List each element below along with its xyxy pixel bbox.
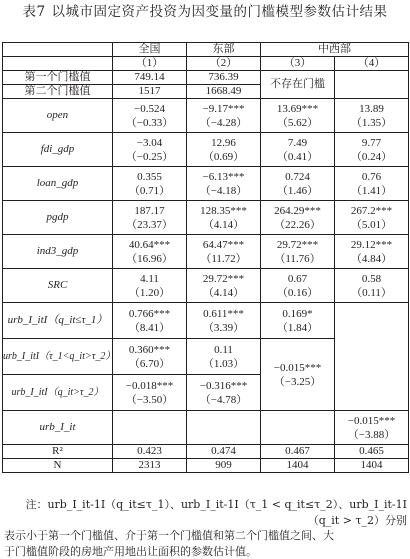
header-col-3: （3）: [261, 57, 335, 71]
table-cell: 0.76 （1.41）: [335, 167, 409, 201]
table-cell: 1404: [261, 459, 335, 473]
table-cell: 0.355 （0.71）: [113, 167, 187, 201]
header-group-national: 全国: [113, 43, 187, 57]
table-row: [3, 57, 409, 71]
table-cell: 0.11 （1.03）: [187, 339, 261, 375]
table-cell: [113, 411, 187, 445]
regression-table: [2, 42, 409, 473]
row-label: ind3_gdp: [3, 235, 113, 269]
header-group-east: 东部: [187, 43, 261, 57]
table-cell: 0.467: [261, 445, 335, 459]
table-row: [3, 71, 409, 85]
note-line-2: 表示小于第一个门槛值、介于第一个门槛值和第二个门槛值之间、大: [4, 528, 407, 544]
note-line-3: 于门槛值阶段的房地产用地出让面积的参数估计值。: [4, 544, 407, 559]
table-cell: 0.58 （0.11）: [335, 269, 409, 303]
table-cell: 128.35*** （4.14）: [187, 201, 261, 235]
header-group-midwest: 中西部: [261, 43, 409, 57]
row-label: SRC: [3, 269, 113, 303]
table-title-text: 以城市固定资产投资为因变量的门槛模型参数估计结果: [52, 4, 388, 20]
table-cell: 1517: [113, 85, 187, 99]
header-col-2: （2）: [187, 57, 261, 71]
row-label: urb_I_itI（q_it≤τ_1）: [3, 303, 113, 339]
table-cell: 4.11 （1.20）: [113, 269, 187, 303]
table-cell: 9.77 （0.24）: [335, 133, 409, 167]
table-cell: −3.04 （−0.25）: [113, 133, 187, 167]
table-cell: [335, 71, 409, 99]
row-label: urb_I_itI（q_it>τ_2）: [3, 375, 113, 411]
table-note: [4, 497, 407, 559]
table-cell: 187.17 （23.37）: [113, 201, 187, 235]
table-row: [3, 43, 409, 57]
table-cell: 0.724 （1.46）: [261, 167, 335, 201]
table-row: [3, 167, 409, 201]
table-cell: 0.611*** （3.39）: [187, 303, 261, 339]
table-number: 表7: [22, 4, 45, 20]
table-cell: 0.169* （1.84）: [261, 303, 335, 339]
table-title: [4, 3, 406, 21]
table-row: [3, 269, 409, 303]
table-cell: 264.29*** （22.26）: [261, 201, 335, 235]
table-cell: [335, 303, 409, 411]
table-cell: −0.316*** （−4.78）: [187, 375, 261, 411]
table-cell: −0.015*** （−3.88）: [335, 411, 409, 445]
table-cell: 29.12*** （4.84）: [335, 235, 409, 269]
table-cell: 267.2*** （5.01）: [335, 201, 409, 235]
table-row: [3, 99, 409, 133]
table-cell: −9.17*** （−4.28）: [187, 99, 261, 133]
table-row: [3, 133, 409, 167]
table-cell: −0.018*** （−3.50）: [113, 375, 187, 411]
table-row: [3, 201, 409, 235]
row-label: 第二个门槛值: [3, 85, 113, 99]
table-cell: 0.465: [335, 445, 409, 459]
row-label: R²: [3, 445, 113, 459]
header-blank: [3, 57, 113, 71]
row-label: urb_I_it: [3, 411, 113, 445]
header-col-4: （4）: [335, 57, 409, 71]
table-row: [3, 459, 409, 473]
row-label: fdi_gdp: [3, 133, 113, 167]
table-cell: [187, 411, 261, 445]
table-cell: 2313: [113, 459, 187, 473]
table-cell: 0.423: [113, 445, 187, 459]
header-col-1: （1）: [113, 57, 187, 71]
table-cell: 40.64*** （16.96）: [113, 235, 187, 269]
note-line-1: 注：urb_I_it-1I（q_it≤τ_1）、urb_I_it-1I（τ_1 < q_it≤τ_2）、urb_I_it-1I（q_it > τ_2）分别: [4, 497, 407, 528]
table-row: [3, 411, 409, 445]
table-cell: 749.14: [113, 71, 187, 85]
table-cell: 64.47*** （11.72）: [187, 235, 261, 269]
table-cell: 7.49 （0.41）: [261, 133, 335, 167]
table-cell: 0.67 （0.16）: [261, 269, 335, 303]
header-blank: [3, 43, 113, 57]
table-cell: −0.524 （−0.33）: [113, 99, 187, 133]
table-cell: 13.89 （1.35）: [335, 99, 409, 133]
table-cell: 29.72*** （11.76）: [261, 235, 335, 269]
table-cell: 1668.49: [187, 85, 261, 99]
row-label: urb_I_itI（τ_1<q_it>τ_2）: [3, 339, 113, 375]
table-row: [3, 303, 409, 339]
table-row: [3, 445, 409, 459]
table-cell: [261, 411, 335, 445]
table-cell: 736.39: [187, 71, 261, 85]
row-label: loan_gdp: [3, 167, 113, 201]
table-cell: 1404: [335, 459, 409, 473]
table-cell: 909: [187, 459, 261, 473]
table-row: [3, 235, 409, 269]
table-cell: 0.474: [187, 445, 261, 459]
table-cell: 12.96 （0.69）: [187, 133, 261, 167]
no-threshold-cell: 不存在门槛: [261, 71, 335, 99]
row-label: 第一个门槛值: [3, 71, 113, 85]
row-label: open: [3, 99, 113, 133]
table-cell: 0.766*** （8.41）: [113, 303, 187, 339]
table-cell: 29.72*** （4.14）: [187, 269, 261, 303]
table-cell: 13.69*** （5.62）: [261, 99, 335, 133]
table-cell: −6.13*** （−4.18）: [187, 167, 261, 201]
table-cell: −0.015*** （−3.25）: [261, 339, 335, 411]
row-label: N: [3, 459, 113, 473]
row-label: pgdp: [3, 201, 113, 235]
table-cell: 0.360*** （6.70）: [113, 339, 187, 375]
